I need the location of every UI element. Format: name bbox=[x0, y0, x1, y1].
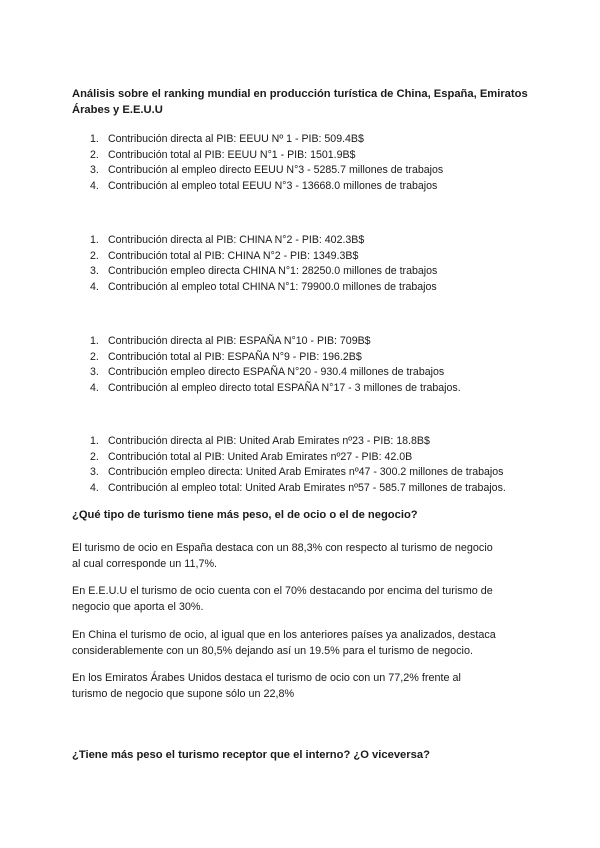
question-heading-inbound-vs-domestic: ¿Tiene más peso el turismo receptor que el interno? ¿O viceversa? bbox=[72, 749, 430, 761]
list-item: 4. Contribución al empleo total CHINA N°1: 79900.0 millones de trabajos bbox=[90, 280, 437, 293]
list-item: 3. Contribución empleo directo ESPAÑA N°20 - 930.4 millones de trabajos bbox=[90, 366, 445, 378]
paragraph-spain: El turismo de ocio en España destaca con un 88,3% con respecto al turismo de negocio al cual corresponde un 11,7%. bbox=[72, 542, 493, 570]
list-item: 1. Contribución directa al PIB: United Arab Emirates nº23 - PIB: 18.8B$ bbox=[90, 435, 430, 447]
list-item: 3. Contribución al empleo directo EEUU N°3 - 5285.7 millones de trabajos bbox=[90, 164, 444, 176]
list-item: 3. Contribución empleo directa CHINA N°1: 28250.0 millones de trabajos bbox=[90, 265, 438, 277]
question-heading-leisure-vs-business: ¿Qué tipo de turismo tiene más peso, el de ocio o el de negocio? bbox=[72, 509, 418, 521]
list-item: 4. Contribución al empleo total: United Arab Emirates nº57 - 585.7 millones de trabajos. bbox=[90, 481, 506, 494]
paragraph-china: En China el turismo de ocio, al igual que en los anteriores países ya analizados, destaca considerablemente con un 80,5% dejando así un 19.5% para el turismo de negocio. bbox=[72, 629, 496, 657]
list-item: 4. Contribución al empleo directo total ESPAÑA N°17 - 3 millones de trabajos. bbox=[90, 381, 461, 394]
list-item: 1. Contribución directa al PIB: EEUU Nº 1 - PIB: 509.4B$ bbox=[90, 133, 364, 145]
paragraph-usa: En E.E.U.U el turismo de ocio cuenta con el 70% destacando por encima del turismo de negocio que aporta el 30%. bbox=[72, 585, 493, 613]
list-item: 4. Contribución al empleo total EEUU N°3 - 13668.0 millones de trabajos bbox=[90, 179, 438, 192]
list-item: 1. Contribución directa al PIB: CHINA N°2 - PIB: 402.3B$ bbox=[90, 234, 365, 246]
usa-ranking-list bbox=[72, 132, 542, 194]
uae-ranking-list bbox=[72, 434, 542, 496]
list-item: 2. Contribución total al PIB: CHINA N°2 - PIB: 1349.3B$ bbox=[90, 249, 359, 262]
list-item: 1. Contribución directa al PIB: ESPAÑA N°10 - PIB: 709B$ bbox=[90, 335, 371, 347]
spain-ranking-list bbox=[72, 334, 542, 396]
paragraph-uae: En los Emiratos Árabes Unidos destaca el turismo de ocio con un 77,2% frente al turismo de negocio que supone sólo un 22,8% bbox=[72, 672, 461, 700]
title-line-1: Análisis sobre el ranking mundial en producción turística de China, España, Emiratos bbox=[72, 88, 528, 100]
list-item: 2. Contribución total al PIB: EEUU N°1 - PIB: 1501.9B$ bbox=[90, 148, 356, 161]
list-item: 2. Contribución total al PIB: ESPAÑA N°9 - PIB: 196.2B$ bbox=[90, 350, 362, 363]
document-title bbox=[72, 86, 532, 118]
title-line-2: Árabes y E.E.U.U bbox=[72, 104, 163, 116]
china-ranking-list bbox=[72, 233, 542, 295]
list-item: 3. Contribución empleo directa: United Arab Emirates nº47 - 300.2 millones de trabajos bbox=[90, 466, 504, 478]
list-item: 2. Contribución total al PIB: United Arab Emirates nº27 - PIB: 42.0B bbox=[90, 450, 413, 463]
